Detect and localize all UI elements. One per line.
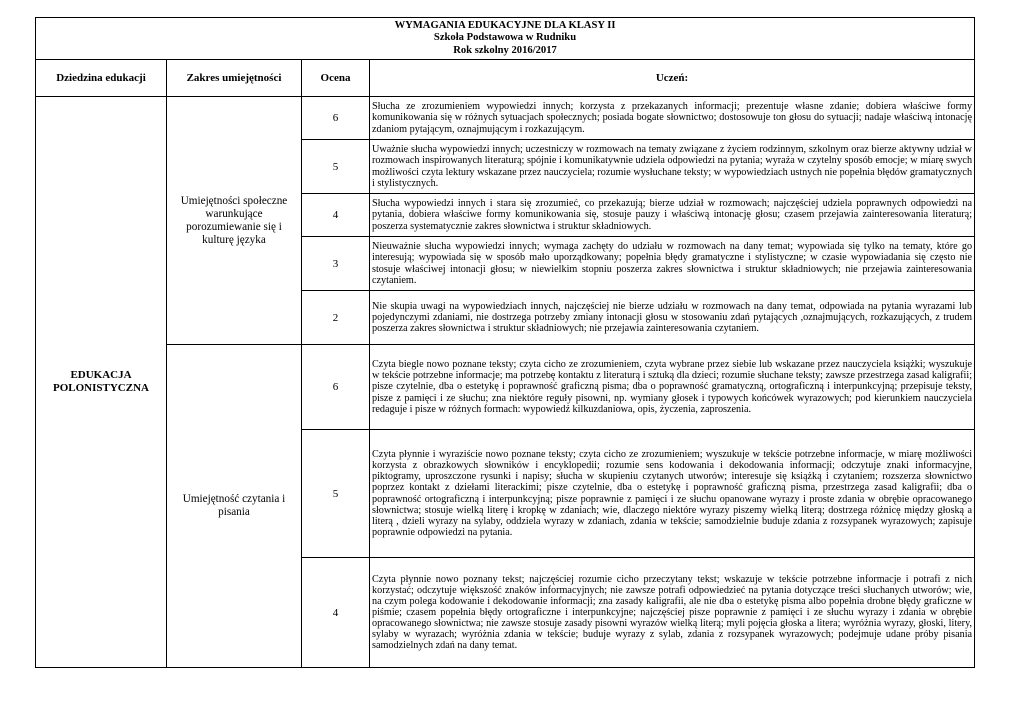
- description-cell: Nie skupia uwagi na wypowiedziach innych, najczęściej nie bierze udziału w rozmowach na dany temat, odpowiada na pytania wyrazami lub pojedynczymi zdaniami, nie dostrzega potrzeby zmiany intonacji głosu w stosowaniu zdań pytających ,oznajmujących, rozkazujących, z trudem poszerza zakres słownictwa i struktur składniowych; nie przejawia zainteresowania czytaniem.: [370, 291, 975, 345]
- title-line-2: Szkoła Podstawowa w Rudniku: [433, 32, 577, 44]
- column-header-grade: Ocena: [302, 60, 370, 97]
- description-cell: Słucha wypowiedzi innych i stara się zrozumieć, co przekazują; bierze udział w rozmowach; najczęściej udziela poprawnych odpowiedzi na pytania, dobiera właściwe formy komunikowania się, stosuje pauzy i właściwą intonację głosu; czasem przejawia zainteresowania literaturą; poszerza systematycznie zakres słownictwa i struktur składniowych.: [370, 194, 975, 237]
- grade-cell: 2: [302, 291, 370, 345]
- grade-cell: 4: [302, 558, 370, 668]
- title-row: [36, 18, 975, 60]
- grade-cell: 6: [302, 345, 370, 430]
- column-header-skills: Zakres umiejętności: [167, 60, 302, 97]
- grade-cell: 4: [302, 194, 370, 237]
- title-line-1: WYMAGANIA EDUKACYJNE DLA KLASY II: [394, 19, 616, 31]
- description-cell: Czyta płynnie i wyraziście nowo poznane teksty; czyta cicho ze zrozumieniem; wyszukuje w tekście potrzebne informacje, w miarę możliwości korzysta z obrazkowych słowników i encyklopedii; rozumie sens kodowania i dekodowania informacji; odczytuje znaki informacyjne, piktogramy, uproszczone rysunki i napisy; słucha w skupieniu czytanych utworów; interesuje się książką i czytaniem; rozszerza słownictwo poprzez kontakt z dziełami literackimi; pisze czytelnie, dba o estetykę i poprawność graficzną pisma, przestrzega zasad kaligrafii; dba o poprawność ortograficzną i interpunkcyjną; pisze poprawnie z pamięci i ze słuchu opanowane wyrazy i proste zdania w obrębie opracowanego słownictwa; stosuje wielką literę i kropkę w zdaniach; wie, dlaczego niektóre wyrazy piszemy wielką literą; dostrzega różnicę między głoską a literą , dzieli wyrazy na sylaby, oddziela wyrazy w zdaniach, zdania w tekście; samodzielnie buduje zdania z rozsypanek wyrazowych; zapisuje poprawnie odpowiedzi na pytania.: [370, 430, 975, 558]
- grade-cell: 5: [302, 140, 370, 194]
- description-cell: Czyta biegle nowo poznane teksty; czyta cicho ze zrozumieniem, czyta wybrane przez siebie lub wskazane przez nauczyciela książki; wyszukuje w tekście potrzebne informacje; ma potrzebę kontaktu z literaturą i sztuką dla dzieci; rozumie słuchane teksty; zawsze przestrzega zasad kaligrafii; pisze czytelnie, dba o estetykę i poprawność graficzną pisma; dba o poprawność gramatyczną, ortograficzną i interpunkcyjną; przepisuje teksty, pisze z pamięci i ze słuchu; zna niektóre reguły pisowni, np. wymiany głosek i typowych końcówek wyrazowych; pod kierunkiem nauczyciela redaguje i pisze w różnych formach: wypowiedź kilkuzdaniowa, opis, życzenia, zaproszenia.: [370, 345, 975, 430]
- requirements-table: [35, 17, 975, 668]
- column-header-student: Uczeń:: [370, 60, 975, 97]
- description-cell: Nieuważnie słucha wypowiedzi innych; wymaga zachęty do udziału w rozmowach na dany temat; wypowiada się tylko na tematy, które go interesują; wypowiada się w sposób mało uporządkowany; popełnia błędy gramatyczne i stylistyczne; w czasie wypowiadania się często nie stosuje właściwej intonacji głosu; w niewielkim stopniu poszerza zakres słownictwa i struktur składniowych; nie przejawia zainteresowania czytaniem.: [370, 237, 975, 291]
- skill-group-reading-writing: Umiejętność czytania i pisania: [167, 345, 302, 668]
- grade-cell: 6: [302, 97, 370, 140]
- table-row: [36, 345, 975, 430]
- description-cell: Czyta płynnie nowo poznany tekst; najczęściej rozumie cicho przeczytany tekst; wskazuje w tekście potrzebne informacje i potrafi z nich korzystać; odczytuje większość znaków informacyjnych; nie zawsze potrafi odpowiedzieć na pytania dotyczące treści słuchanych utworów; wie, na czym polega kodowanie i dekodowanie informacji; zna zasady kaligrafii, ale nie dba o estetykę pisma albo popełnia drobne błędy graficzne w piśmie; czasem popełnia błędy ortograficzne i interpunkcyjne; najczęściej pisze poprawnie z pamięci i ze słuchu wyrazy i zdania w obrębie opracowanego słownictwa; nie zawsze stosuje zasady pisowni wyrazów wielką literą; myli pojęcia głoska a litera; wyróżnia wyrazy, głoski, litery, sylaby w wyrazach; wyróżnia zdania w tekście; buduje wyrazy z sylab, zdania z rozsypanek wyrazowych; podejmuje udane próby pisania samodzielnych zdań na dany temat.: [370, 558, 975, 668]
- document-title: [36, 18, 975, 60]
- title-line-3: Rok szkolny 2016/2017: [453, 44, 557, 56]
- description-cell: Słucha ze zrozumieniem wypowiedzi innych; korzysta z przekazanych informacji; prezentuje własne zdanie; dobiera właściwe formy komunikowania się w różnych sytuacjach społecznych; posiada bogate słownictwo; dostosowuje ton głosu do sytuacji; nadaje właściwą intonację zdaniom pytającym, oznajmującym i rozkazującym.: [370, 97, 975, 140]
- column-header-row: [36, 60, 975, 97]
- grade-cell: 5: [302, 430, 370, 558]
- grade-cell: 3: [302, 237, 370, 291]
- domain-cell: EDUKACJA POLONISTYCZNA: [36, 97, 167, 668]
- column-header-domain: Dziedzina edukacji: [36, 60, 167, 97]
- table-row: [36, 97, 975, 140]
- skill-group-social: Umiejętności społeczne warunkujące porozumiewanie się i kulturę języka: [167, 97, 302, 345]
- description-cell: Uważnie słucha wypowiedzi innych; uczestniczy w rozmowach na tematy związane z życiem rodzinnym, szkolnym oraz bierze aktywny udział w rozmowach inspirowanych literaturą; spójnie i komunikatywnie udziela odpowiedzi na pytania; wyraża w czytelny sposób emocje; w miarę swych możliwości czyta lektury wskazane przez nauczyciela; rozumie wysłuchane teksty; w wypowiedziach ustnych nie popełnia błędów gramatycznych i stylistycznych.: [370, 140, 975, 194]
